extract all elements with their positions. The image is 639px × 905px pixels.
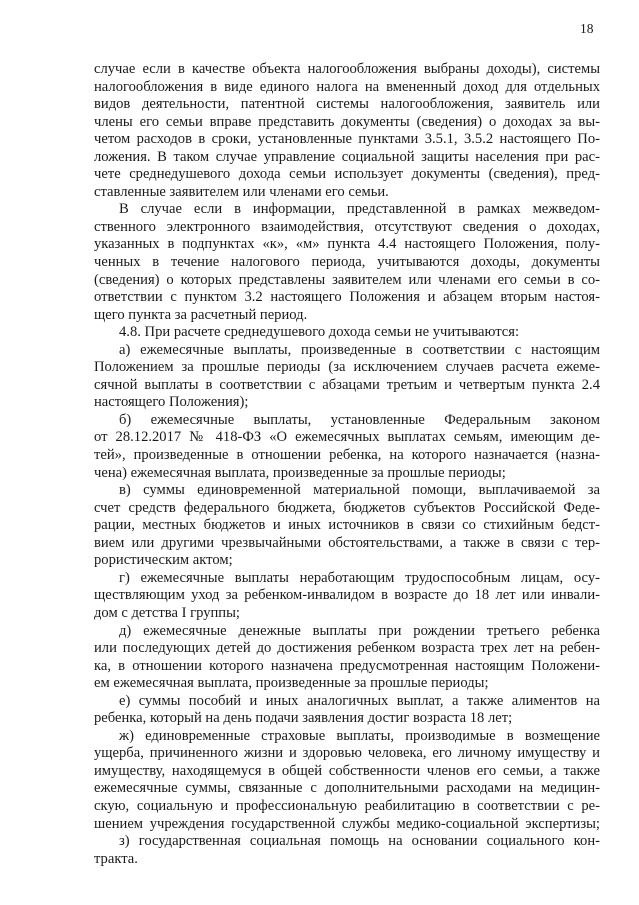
text-line: ем ежемесячная выплата, произведенные за прошлые периоды; bbox=[94, 675, 489, 692]
text-line: рации, местных бюджетов и иных источников в связи со стихийным бедст- bbox=[94, 517, 600, 534]
text-line: налогообложения в виде единого налога на вмененный доход для отдельных bbox=[94, 78, 600, 95]
text-line: сячной выплаты в соответствии с абзацами третьим и четвертым пункта 2.4 bbox=[94, 376, 600, 393]
text-line: ложения. В таком случае управление социальной защиты населения при рас- bbox=[94, 148, 600, 165]
paragraph-first-line: 4.8. При расчете среднедушевого дохода семьи не учитываются: bbox=[119, 324, 520, 341]
text-line: (сведения) о которых представлены заявителем или членами его семьи в со- bbox=[94, 271, 600, 288]
text-line: ребенка, который на день подачи заявления достиг возраста 18 лет; bbox=[94, 710, 513, 727]
text-line: имуществу, находящемуся в общей собственности членов его семьи, а также bbox=[94, 762, 600, 779]
text-line: шением учреждения государственной службы медико-социальной экспертизы; bbox=[94, 815, 600, 832]
text-line: ежемесячные суммы, связанные с дополнительными расходами на медицин- bbox=[94, 780, 600, 797]
text-line: скую, социальную и профессиональную реабилитацию в соответствии с ре- bbox=[94, 797, 600, 814]
text-line: Положением за прошлые периоды (за исключением случаев расчета ежеме- bbox=[94, 359, 600, 376]
text-line: ответствии с пунктом 3.2 настоящего Положения и абзацем вторым настоя- bbox=[94, 289, 600, 306]
document-body bbox=[94, 61, 600, 868]
text-line: указанных в подпунктах «к», «м» пункта 4.4 настоящего Положения, полу- bbox=[94, 236, 600, 253]
text-line: настоящего Положения); bbox=[94, 394, 249, 411]
text-line: чена) ежемесячная выплата, произведенные за прошлые периоды; bbox=[94, 464, 506, 481]
text-line: ставленные заявителем или членами его семьи. bbox=[94, 183, 389, 200]
paragraph-first-line: з) государственная социальная помощь на основании социального кон- bbox=[119, 833, 600, 850]
text-line: щего пункта за расчетный период. bbox=[94, 306, 308, 323]
text-line: от 28.12.2017 № 418-ФЗ «О ежемесячных выплатах семьям, имеющим де- bbox=[94, 429, 600, 446]
text-line: счет средств федерального бюджета, бюджетов субъектов Российской Феде- bbox=[94, 499, 600, 516]
text-line: или последующих детей до достижения ребенком возраста трех лет на ребен- bbox=[94, 640, 600, 657]
text-line: ченных в течение налогового периода, учитываются доходы, документы bbox=[94, 254, 600, 271]
text-line: случае если в качестве объекта налогообложения выбраны доходы), системы bbox=[94, 61, 600, 77]
text-line: четом расходов в сроки, установленные пунктами 3.5.1, 3.5.2 настоящего По- bbox=[94, 131, 600, 148]
text-line: видов деятельности, патентной системы налогообложения, заявитель или bbox=[94, 96, 600, 113]
text-line: ка, в отношении которого назначена предусмотренная настоящим Положени- bbox=[94, 657, 600, 674]
text-line: рористическим актом; bbox=[94, 552, 233, 569]
paragraph-first-line: е) суммы пособий и иных аналогичных выплат, а также алиментов на bbox=[119, 692, 600, 709]
text-line: тей», произведенные в отношении ребенка, на которого назначается (назна- bbox=[94, 447, 600, 464]
text-line: ущерба, причиненного жизни и здоровью человека, его личному имуществу и bbox=[94, 745, 600, 762]
text-line: тракта. bbox=[94, 850, 138, 867]
paragraph-first-line: В случае если в информации, представленной в рамках межведом- bbox=[119, 201, 600, 218]
text-line: чете среднедушевого дохода семьи использует документы (сведения), пред- bbox=[94, 166, 600, 183]
text-line: дом с детства I группы; bbox=[94, 604, 240, 621]
paragraph-first-line: ж) единовременные страховые выплаты, производимые в возмещение bbox=[119, 727, 600, 744]
page-number: 18 bbox=[580, 21, 594, 36]
paragraph-first-line: д) ежемесячные денежные выплаты при рождении третьего ребенка bbox=[119, 622, 600, 639]
text-line: вием или другими чрезвычайными обстоятельствами, а также в связи с тер- bbox=[94, 534, 600, 551]
paragraph-first-line: а) ежемесячные выплаты, произведенные в соответствии с настоящим bbox=[119, 341, 600, 358]
text-line: ществляющим уход за ребенком-инвалидом в возрасте до 18 лет или инвали- bbox=[94, 587, 600, 604]
text-line: члены его семьи вправе представить документы (сведения) о доходах за вы- bbox=[94, 113, 600, 130]
paragraph-first-line: в) суммы единовременной материальной помощи, выплачиваемой за bbox=[119, 482, 600, 499]
paragraph-first-line: г) ежемесячные выплаты неработающим трудоспособным лицам, осу- bbox=[119, 569, 600, 586]
text-line: ственного электронного взаимодействия, отсутствуют сведения о доходах, bbox=[94, 218, 600, 235]
paragraph-first-line: б) ежемесячные выплаты, установленные Федеральным законом bbox=[119, 411, 600, 428]
